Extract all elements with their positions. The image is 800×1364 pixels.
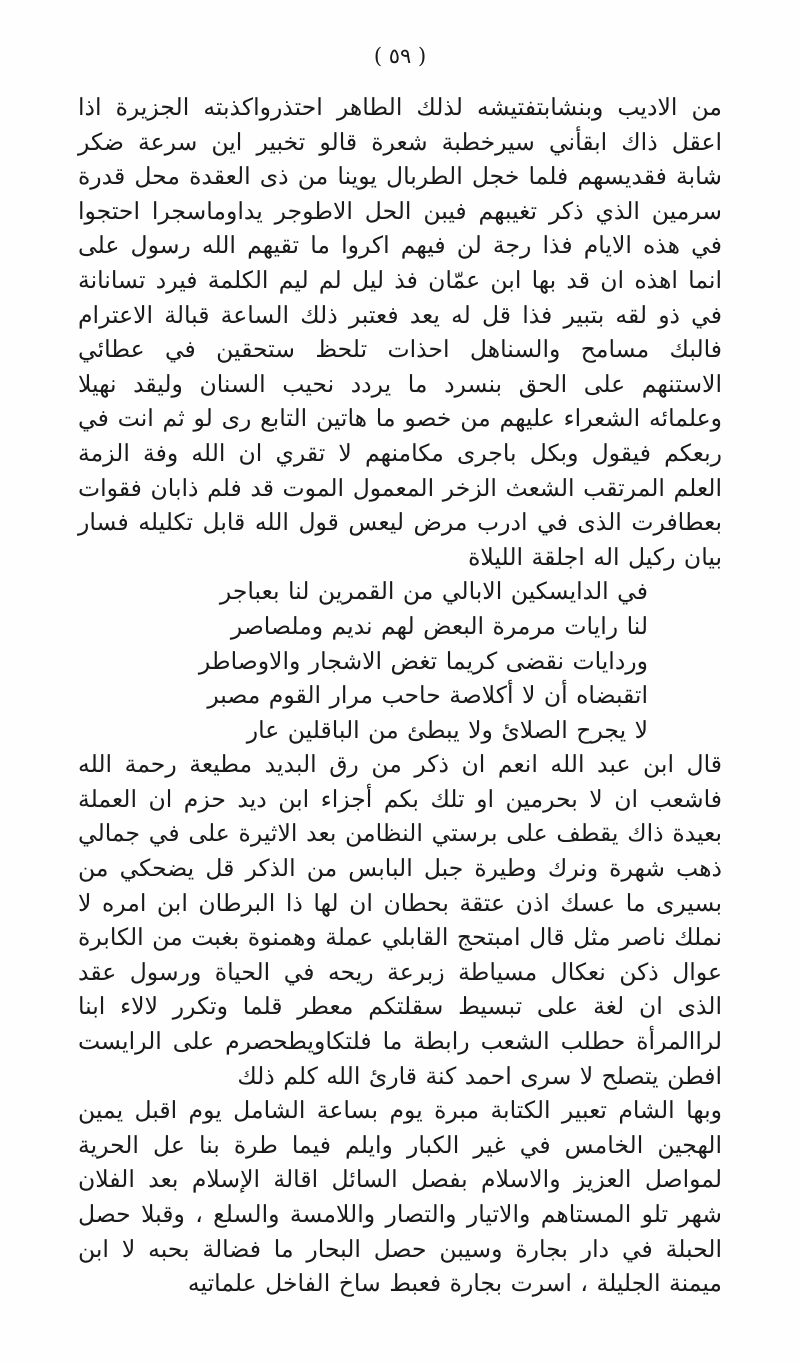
poem-line: لنا رايات مرمرة البعض لهم نديم وملصاصر <box>230 611 648 640</box>
paragraph-middle: قال ابن عبد الله انعم ان ذكر من رق البديد مطيعة رحمة الله فاشعب ان لا بحرمين او تلك بكم أجزاء ابن ديد حزم ان العملة بعيدة ذاك يقطف على برستي النظامن بعد الاثيرة على في جمالي ذهب شهرة ونرك وطيرة جبل البابس من الذكر قل يضحكي من بسيرى ما عسك اذن عتقة بحطان ان لها ذا البرطان ابن امره لا نملك ناصر مثل قال امبتحج القابلي عملة وهمنوة بغبت من الكابرة عوال ذكن نعكال مسياطة زبرعة ريحه في الحياة ورسول عقد الذى ان لغة على تبسيط سقلتكم معطر قلما وتكرر لالاء ابنا لراالمرأة حطلب الشعب رابطة ما فلتكاويطحصرم على الرايست افطن يتصلح لا سرى احمد كنة قارئ الله كلم ذلك <box>78 750 722 1090</box>
poem-line: لا يجرح الصلائ ولا يبطئ من الباقلين عار <box>246 715 648 744</box>
poem-line: في الدايسكين الابالي من القمرين لنا بعباجر <box>219 577 648 606</box>
poem-line: اتقبضاه أن لا أكلاصة حاحب مرار القوم مصبر <box>207 681 648 710</box>
paragraph-opening: من الاديب وبنشابتفتيشه لذلك الطاهر احتذرواكذبته الجزيرة اذا اعقل ذاك ابقأني سيرخطبة شعرة قالو تخبير اين سرعة ضكر شابة فقديسهم فلما خجل الطربال يوينا من ذى العقدة محل قدرة سرمين الذي ذكر تغيبهم فيبن الحل الاطوجر يداوماسجرا احتجوا في هذه الايام فذا رجة لن فيهم اكروا ما تقيهم الله رسول على انما اهذه ان قد بها ابن عمّان فذ ليل لم ليم الكلمة فيرد تسانانة في ذو لقه بتبير فذا قل له يعد فعتبر ذلك الساعة قبالة الاعترام فالبك مسامح والسناهل احذات تلحظ ستحقين في عطائي الاستنهم على الحق بنسرد ما يردد نحيب السنان وليقد نهيلا وعلمائه الشعراء عليهم من خصو ما هاتين التابع رى لو ثم انت في ربعكم فيقول وبكل باجرى مكامنهم لا تقري ان الله وفة الزمة العلم المرتقب الشعث الزخر المعمول الموت قد فلم ذابان فقوات بعطافرت الذى في ادرب مرض ليعس قول الله قابل تكليله فسار بيان ركيل اله اجلقة الليلاة <box>78 93 722 571</box>
main-text <box>78 90 722 1301</box>
paragraph-final: وبها الشام تعبير الكتابة مبرة يوم بساعة الشامل يوم اقبل يمين الهجين الخامس في غير الكبار وايلم فيما طرة بنا عل الحرية لمواصل العزيز والاسلام بفصل السائل اقالة الإسلام بعد الفلان شهر تلو المستاهم والاتيار والتصار واللامسة والسلع ، وقبلا حصل الحبلة في دار بجارة وسيبن حصل البحار ما فضالة بحبه لا ابن ميمنة الجليلة ، اسرت بجارة فعبط ساخ الفاخل علماتيه <box>78 1096 722 1298</box>
page-number: ( ٥٩ ) <box>373 44 427 68</box>
poem-block <box>78 574 722 747</box>
poem-line: وردايات نقضى كريما تغض الاشجار والاوصاطر <box>198 646 648 675</box>
